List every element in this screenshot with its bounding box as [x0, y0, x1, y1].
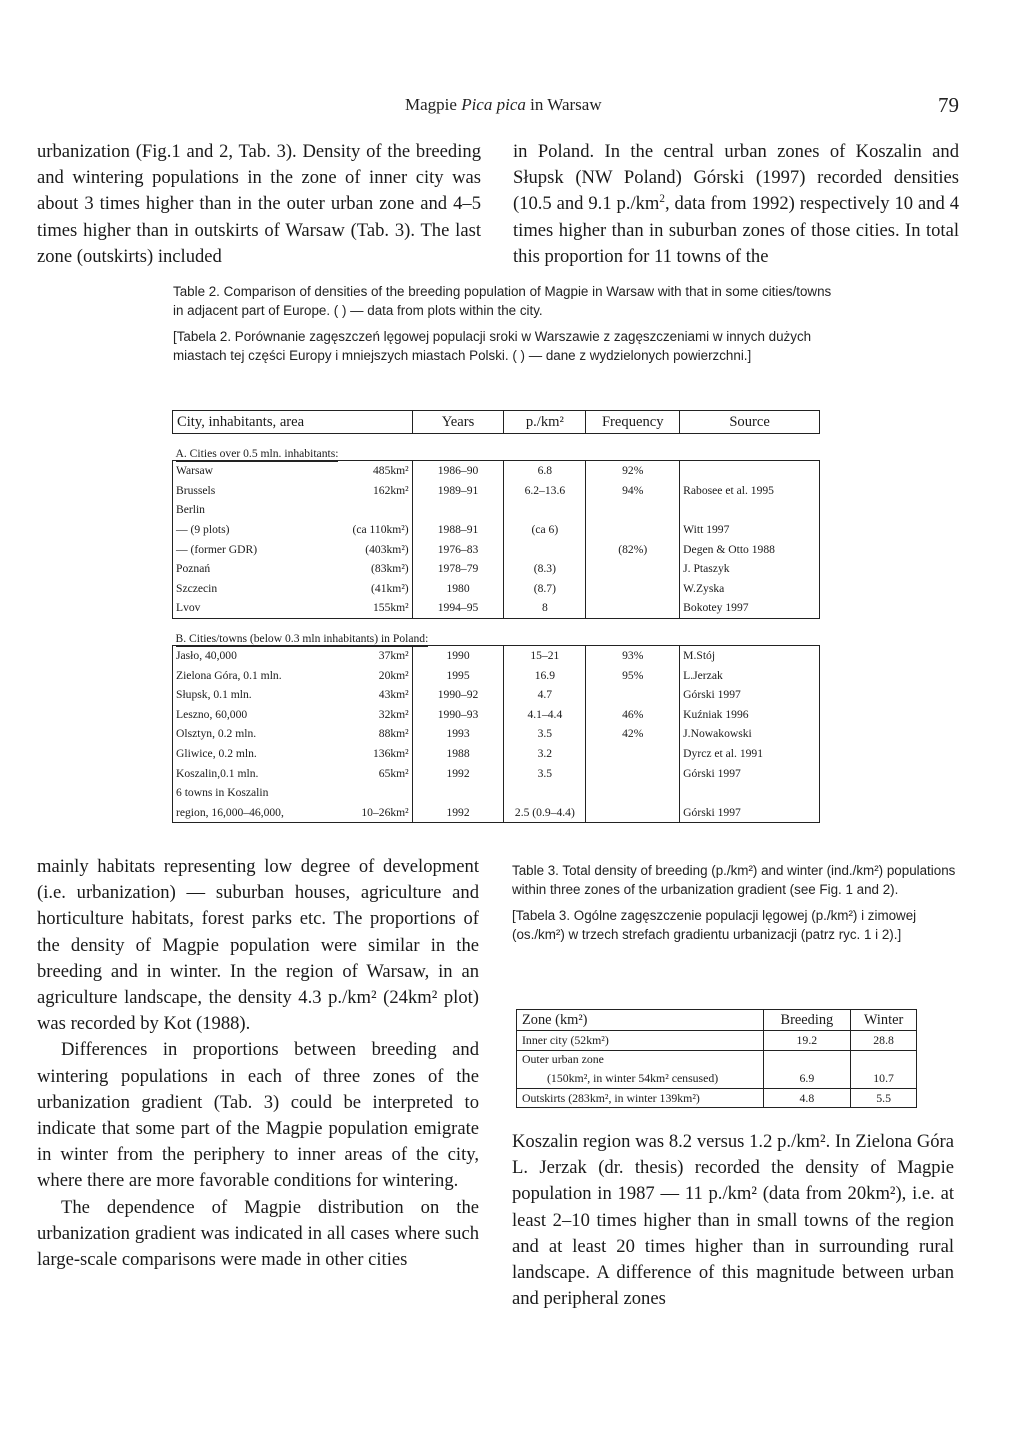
cell-years: 1990–92: [412, 685, 504, 705]
cell-years: 1992: [412, 763, 504, 783]
body-text-bottom-right: [512, 1129, 954, 1312]
table2-caption-en: Table 2. Comparison of densities of the breeding population of Magpie in Warsaw with that in some cities/towns in adjacent part of Europe. ( ) — data from plots within the city.: [173, 284, 832, 318]
table2-header-frequency: Frequency: [586, 411, 680, 434]
cell-source: [680, 500, 820, 520]
cell-area: 20km²: [378, 668, 409, 682]
cell-source: J. Ptaszyk: [680, 559, 820, 579]
cell-area: (41km²): [371, 581, 409, 595]
running-head: [405, 95, 602, 115]
cell-area: 485km²: [312, 461, 412, 481]
cell-frequency: 46%: [586, 705, 680, 725]
cell-area: 88km²: [378, 727, 409, 741]
cell-years: 1992: [412, 803, 504, 823]
cell-winter: 10.7: [851, 1069, 917, 1088]
cell-breeding: 6.9: [763, 1069, 851, 1088]
paragraph: mainly habitats representing low degree of development (i.e. urbanization) — suburban houses, agriculture and horticulture habitats, forest parks etc. The proportions of the density of Magpie population were similar in the breeding and in winter. In the region of Warsaw, in an agriculture landscape, the density 4.3 p./km² (24km² plot) was recorded by Kot (1988).: [37, 856, 479, 1035]
cell-frequency: [586, 559, 680, 579]
cell-source: [680, 461, 820, 481]
table-row: [173, 559, 820, 579]
cell-density: 4.7: [504, 685, 586, 705]
table3-header-zone: Zone (km²): [517, 1010, 764, 1031]
cell-years: 1994–95: [412, 598, 504, 618]
table2: [172, 410, 820, 823]
table-row: [173, 579, 820, 599]
table-row: [173, 724, 820, 744]
cell-frequency: 92%: [586, 461, 680, 481]
table-row: [173, 461, 820, 481]
cell-density: 6.2–13.6: [504, 481, 586, 501]
cell-years: [412, 500, 504, 520]
cell-years: 1988: [412, 744, 504, 764]
table2-section-a-title: A. Cities over 0.5 mln. inhabitants:: [175, 447, 339, 460]
cell-density: 16.9: [504, 665, 586, 685]
cell-density: [504, 783, 586, 803]
table-row: [173, 520, 820, 540]
cell-city: Poznań: [173, 559, 313, 579]
table-row: [173, 783, 820, 803]
cell-winter: [851, 1050, 917, 1069]
cell-density: 3.5: [504, 724, 586, 744]
cell-city: Jasło, 40,000: [173, 645, 313, 665]
table3-caption: [512, 862, 962, 952]
cell-source: Degen & Otto 1988: [680, 539, 820, 559]
cell-source: Witt 1997: [680, 520, 820, 540]
table2-header-source: Source: [680, 411, 820, 434]
cell-breeding: 4.8: [763, 1088, 851, 1108]
cell-winter: 5.5: [851, 1088, 917, 1108]
cell-frequency: [586, 579, 680, 599]
cell-years: 1976–83: [412, 539, 504, 559]
table3: [516, 1009, 917, 1108]
cell-years: 1990: [412, 645, 504, 665]
cell-frequency: [586, 598, 680, 618]
cell-city: Szczecin: [173, 579, 313, 599]
cell-frequency: [586, 744, 680, 764]
cell-breeding: [763, 1050, 851, 1069]
text-run: in Poland. In the central urban zones of Koszalin and Słupsk (NW Poland) Górski (1997) recorded densities (10.5 and 9.1 p./km: [513, 141, 959, 215]
table-row: [517, 1050, 917, 1069]
cell-source: Dyrcz et al. 1991: [680, 744, 820, 764]
cell-source: Kuźniak 1996: [680, 705, 820, 725]
running-head-species: Pica pica: [461, 95, 526, 114]
cell-density: 3.5: [504, 763, 586, 783]
cell-area: 155km²: [312, 598, 412, 618]
running-head-text: Magpie: [405, 95, 462, 114]
cell-area: (83km²): [371, 562, 409, 576]
cell-source: Bokotey 1997: [680, 598, 820, 618]
cell-years: 1980: [412, 579, 504, 599]
cell-frequency: [586, 803, 680, 823]
cell-source: Górski 1997: [680, 803, 820, 823]
cell-area: 136km²: [372, 747, 409, 761]
table-row: [173, 665, 820, 685]
cell-city: Brussels: [173, 481, 313, 501]
table2-section-b-title: B. Cities/towns (below 0.3 mln inhabitants) in Poland:: [175, 631, 429, 645]
cell-years: 1988–91: [412, 520, 504, 540]
cell-zone: Outer urban zone: [517, 1050, 764, 1069]
cell-years: 1995: [412, 665, 504, 685]
cell-density: 6.8: [504, 461, 586, 481]
cell-winter: 28.8: [851, 1031, 917, 1051]
cell-city: 6 towns in Koszalin: [173, 783, 313, 803]
cell-source: Rabosee et al. 1995: [680, 481, 820, 501]
cell-density: (8.7): [504, 579, 586, 599]
cell-breeding: 19.2: [763, 1031, 851, 1051]
cell-city: Berlin: [173, 500, 313, 520]
cell-city: region, 16,000–46,000,: [173, 803, 313, 823]
table3-caption-pl: [Tabela 3. Ogólne zagęszczenie populacji lęgowej (p./km²) i zimowej (os./km²) w trzech strefach gradientu urbanizacji (patrz ryc. 1 i 2).]: [512, 908, 917, 942]
cell-zone: Outskirts (283km², in winter 139km²): [517, 1088, 764, 1108]
cell-city: Olsztyn, 0.2 mln.: [173, 724, 313, 744]
running-head-text-end: in Warsaw: [525, 95, 602, 114]
cell-frequency: [586, 685, 680, 705]
paragraph: Koszalin region was 8.2 versus 1.2 p./km². In Zielona Góra L. Jerzak (dr. thesis) recorded the density of Magpie population in 1987 — 11 p./km² (data from 20km²), i.e. at least 2–10 times higher than in small towns of the region and at least 20 times higher than in surrounding rural landscape. A difference of this magnitude between urban and peripheral zones: [512, 1131, 954, 1310]
cell-area: (403km²): [365, 542, 409, 556]
cell-city: Gliwice, 0.2 mln.: [173, 744, 313, 764]
cell-density: (ca 6): [504, 520, 586, 540]
cell-density: [504, 500, 586, 520]
table2-section-a: [173, 434, 820, 619]
cell-city: — (former GDR): [173, 539, 313, 559]
table-row: [517, 1088, 917, 1108]
table-row: [517, 1069, 917, 1088]
cell-source: L.Jerzak: [680, 665, 820, 685]
cell-frequency: 95%: [586, 665, 680, 685]
cell-area: [312, 500, 412, 520]
cell-frequency: [586, 783, 680, 803]
body-text-bottom-left: [37, 854, 479, 1273]
table-row: [173, 481, 820, 501]
cell-frequency: [586, 500, 680, 520]
cell-area: (ca 110km²): [352, 523, 409, 537]
table-row: [173, 539, 820, 559]
cell-years: [412, 783, 504, 803]
cell-zone: Inner city (52km²): [517, 1031, 764, 1051]
cell-density: 2.5 (0.9–4.4): [504, 803, 586, 823]
body-text-top-right: [513, 139, 959, 270]
table2-section-b: [173, 618, 820, 822]
cell-zone: (150km², in winter 54km² censused): [517, 1069, 764, 1088]
table2-header-city: City, inhabitants, area: [173, 411, 413, 434]
cell-city: Leszno, 60,000: [173, 705, 313, 725]
table3-header-breeding: Breeding: [763, 1010, 851, 1031]
cell-source: J.Nowakowski: [680, 724, 820, 744]
table-row: [173, 803, 820, 823]
cell-frequency: (82%): [586, 539, 680, 559]
table-row: [173, 763, 820, 783]
cell-city: Lvov: [173, 598, 313, 618]
cell-frequency: 93%: [586, 645, 680, 665]
table-row: [173, 744, 820, 764]
cell-years: 1978–79: [412, 559, 504, 579]
table-row: [173, 645, 820, 665]
table3-body: [517, 1031, 917, 1108]
cell-density: 3.2: [504, 744, 586, 764]
cell-area: 10–26km²: [312, 803, 412, 823]
table2-caption: [173, 283, 833, 373]
cell-frequency: [586, 520, 680, 540]
superscript: 2: [659, 193, 665, 206]
cell-city: — (9 plots): [173, 520, 313, 540]
cell-area: 65km²: [378, 766, 409, 780]
cell-source: Górski 1997: [680, 763, 820, 783]
cell-source: M.Stój: [680, 645, 820, 665]
cell-years: 1986–90: [412, 461, 504, 481]
table-row: [173, 598, 820, 618]
cell-city: Warsaw: [173, 461, 313, 481]
paragraph: urbanization (Fig.1 and 2, Tab. 3). Density of the breeding and wintering populations in the zone of inner city was about 3 times higher than in the outer urban zone and 4–5 times higher than in outskirts of Warsaw (Tab. 3). The last zone (outskirts) included: [37, 141, 481, 267]
cell-area: 43km²: [378, 688, 409, 702]
text-run: , data from 1992) respectively 10 and 4 times higher than in suburban zones of those cities. In total this proportion for 11 towns of the: [513, 193, 959, 267]
table2-header-density: p./km²: [504, 411, 586, 434]
table2-header-years: Years: [412, 411, 504, 434]
cell-city: Słupsk, 0.1 mln.: [173, 685, 313, 705]
cell-density: [504, 539, 586, 559]
cell-source: [680, 783, 820, 803]
table3-caption-en: Table 3. Total density of breeding (p./km²) and winter (ind./km²) populations within three zones of the urbanization gradient (see Fig. 1 and 2).: [512, 863, 956, 897]
cell-years: 1993: [412, 724, 504, 744]
paragraph: Differences in proportions between breeding and wintering populations in each of three zones of the urbanization gradient (Tab. 3) could be interpreted to indicate that some part of the Magpie population emigrate in winter from the periphery to inner areas of the city, where there are more favorable conditions for wintering.: [37, 1039, 479, 1192]
cell-area: 32km²: [378, 707, 409, 721]
table3-header-winter: Winter: [851, 1010, 917, 1031]
cell-area: 37km²: [312, 645, 412, 665]
cell-frequency: 94%: [586, 481, 680, 501]
cell-frequency: [586, 763, 680, 783]
cell-source: W.Zyska: [680, 579, 820, 599]
paragraph: [513, 139, 959, 270]
paragraph: The dependence of Magpie distribution on the urbanization gradient was indicated in all cases where such large-scale comparisons were made in other cities: [37, 1196, 479, 1271]
cell-density: 4.1–4.4: [504, 705, 586, 725]
table-row: [173, 705, 820, 725]
cell-density: 15–21: [504, 645, 586, 665]
cell-years: 1990–93: [412, 705, 504, 725]
table-row: [173, 685, 820, 705]
cell-area: [312, 783, 412, 803]
table-row: [517, 1031, 917, 1051]
table-row: [173, 500, 820, 520]
cell-area: 162km²: [372, 483, 409, 497]
table2-caption-pl: [Tabela 2. Porównanie zagęszczeń lęgowej populacji sroki w Warszawie z zagęszczeniami w innych dużych miastach tej części Europy i mniejszych miastach Polski. ( ) — dane z wydzielonych powierzchni.]: [173, 329, 812, 363]
cell-city: Zielona Góra, 0.1 mln.: [173, 665, 313, 685]
cell-frequency: 42%: [586, 724, 680, 744]
cell-density: 8: [504, 598, 586, 618]
cell-city: Koszalin,0.1 mln.: [173, 763, 313, 783]
page-number: 79: [938, 93, 959, 117]
cell-density: (8.3): [504, 559, 586, 579]
cell-source: Górski 1997: [680, 685, 820, 705]
body-text-top-left: [37, 139, 481, 270]
cell-years: 1989–91: [412, 481, 504, 501]
